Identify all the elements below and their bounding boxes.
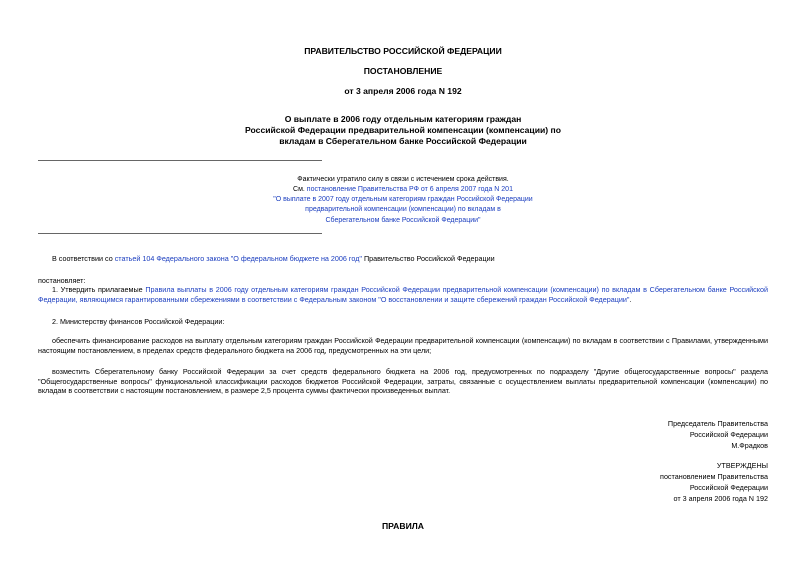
decree-2007-link[interactable]: постановление Правительства РФ от 6 апреля 2007 года N 201: [306, 186, 513, 194]
clause-1-paragraph: [38, 285, 768, 304]
document-date-number: от 3 апреля 2006 года N 192: [344, 86, 462, 96]
rules-link[interactable]: Правила выплаты в 2006 году отдельным категориям граждан Российской Федерации предварительной компенсации (компенсации) по вкладам в Сберегательном банке Российской Федерации, являющимся гарантированными сбережениями в соответствии с Федеральным законом "О восстановлении и защите сбережений граждан Российской Федерации": [38, 285, 768, 304]
preamble-suffix: Правительство Российской Федерации: [361, 254, 495, 263]
resolves-paragraph: постановляет:: [38, 276, 86, 285]
title-line: Российской Федерации предварительной компенсации (компенсации) по: [245, 125, 561, 136]
status-note-line: Фактически утратило силу в связи с истечением срока действия.: [297, 176, 509, 183]
approval-line: УТВЕРЖДЕНЫ: [716, 461, 768, 470]
status-note-reference: [38, 185, 768, 195]
rules-heading: ПРАВИЛА: [382, 521, 424, 531]
decree-2007-link-line[interactable]: предварительной компенсации (компенсации) по вкладам в: [305, 206, 501, 214]
signature-block: [468, 418, 768, 451]
divider-top: [38, 160, 322, 161]
document-type-heading: ПОСТАНОВЛЕНИЕ: [363, 66, 443, 76]
approval-line: постановлением Правительства: [660, 472, 768, 482]
title-line: О выплате в 2006 году отдельным категориям граждан: [284, 114, 522, 124]
signature-line: Российской Федерации: [689, 430, 768, 440]
decree-2007-link-line[interactable]: "О выплате в 2007 году отдельным категориям граждан Российской Федерации: [273, 196, 533, 204]
clause-2-reimbursement-paragraph: возместить Сберегательному банку Российской Федерации за счет средств федерального бюджета на 2006 год, предусмотренных по подразделу "Другие общегосударственные вопросы" раздела "Общегосударственные вопросы" функциональной классификации расходов бюджетов Российской Федерации, затраты, связанные с осуществлением выплаты предварительной компенсации (компенсации) по вкладам в соответствии с настоящим постановлением, в размере 2,5 процента суммы фактически произведенных выплат.: [38, 367, 768, 396]
status-note: [38, 175, 768, 226]
title-line: вкладам в Сберегательном банке Российской Федерации: [279, 136, 527, 147]
clause-2-paragraph: 2. Министерству финансов Российской Федерации:: [52, 317, 225, 326]
decree-2007-link-line[interactable]: Сберегательном банке Российской Федерации": [325, 216, 481, 224]
government-heading: ПРАВИТЕЛЬСТВО РОССИЙСКОЙ ФЕДЕРАЦИИ: [304, 46, 502, 56]
status-note-prefix: См.: [293, 186, 307, 194]
signature-name: М.Фрадков: [731, 441, 768, 451]
approval-block: [468, 460, 768, 505]
divider-bottom: [38, 233, 322, 234]
approval-line: Российской Федерации: [689, 483, 768, 493]
clause-1-prefix: 1. Утвердить прилагаемые: [52, 285, 146, 294]
budget-law-link[interactable]: статьей 104 Федерального закона "О федеральном бюджете на 2006 год": [114, 254, 362, 263]
preamble-prefix: В соответствии со: [52, 254, 115, 263]
document-title: [38, 114, 768, 148]
signature-line: Председатель Правительства: [667, 419, 768, 428]
clause-2-financing-paragraph: обеспечить финансирование расходов на выплату отдельным категориям граждан Российской Федерации предварительной компенсации (компенсации) по вкладам в соответствии с Правилами, утвержденными настоящим постановлением, в пределах средств федерального бюджета на 2006 год, предусмотренных на эти цели;: [38, 336, 768, 355]
approval-line: от 3 апреля 2006 года N 192: [673, 494, 768, 504]
preamble-paragraph: [38, 254, 768, 264]
clause-1-suffix: .: [629, 294, 632, 304]
